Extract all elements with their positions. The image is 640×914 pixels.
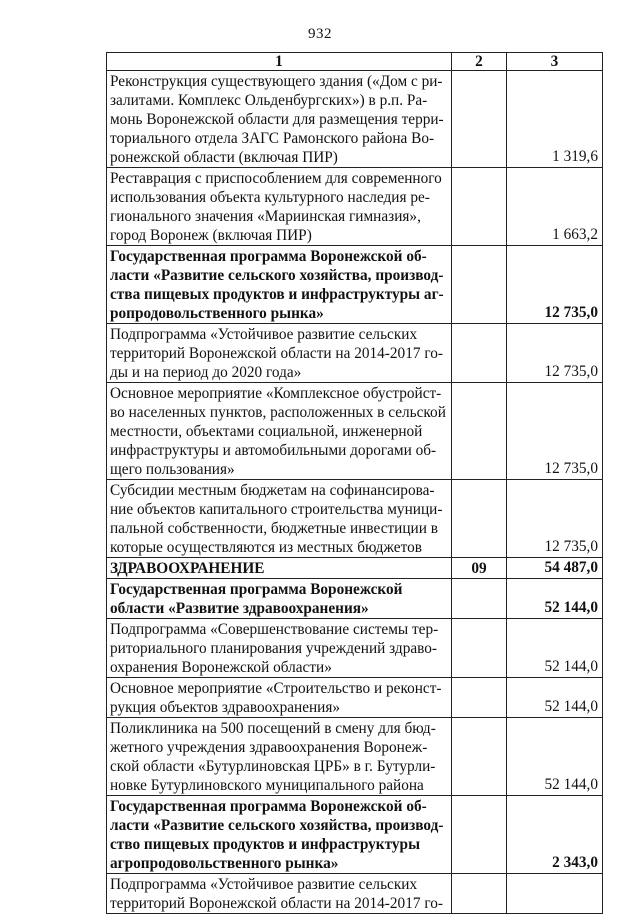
table-row: [107, 796, 603, 874]
table-row: [107, 383, 603, 480]
amount-cell: 12 735,0: [507, 324, 603, 383]
section-code-cell: 09: [452, 558, 507, 579]
budget-table: [106, 52, 603, 914]
table-row: [107, 718, 603, 796]
item-name-cell: ЗДРАВООХРАНЕНИЕ: [107, 558, 452, 579]
section-code-cell: [452, 619, 507, 678]
item-name-cell: Подпрограмма «Устойчивое развитие сельских территорий Воронежской области на 2014-2017 го- ды и на период до 2020 года»: [107, 324, 452, 383]
item-name-cell: Основное мероприятие «Строительство и реконст- рукция объектов здравоохранения»: [107, 678, 452, 718]
section-code-cell: [452, 678, 507, 718]
amount-cell: 52 144,0: [507, 579, 603, 619]
amount-cell: 52 144,0: [507, 619, 603, 678]
table-row: [107, 324, 603, 383]
item-name-cell: Государственная программа Воронежской об- ласти «Развитие сельского хозяйства, производ- ства пищевых продуктов и инфраструктуры аг- ропродовольственного рынка»: [107, 246, 452, 324]
amount-cell: 52 144,0: [507, 718, 603, 796]
section-code-cell: [452, 480, 507, 558]
table-row: [107, 558, 603, 579]
table-header-row: [107, 53, 603, 71]
table-row: [107, 619, 603, 678]
table-row: [107, 874, 603, 914]
amount-cell: 54 487,0: [507, 558, 603, 579]
page-number: 932: [308, 26, 332, 42]
section-code-cell: [452, 168, 507, 246]
section-code-cell: [452, 71, 507, 168]
item-name-cell: Подпрограмма «Совершенствование системы тер- риториального планирования учреждений здраво- охранения Воронежской области»: [107, 619, 452, 678]
item-name-cell: Субсидии местным бюджетам на софинансирова- ние объектов капитального строительства муници- пальной собственности, бюджетные инвестиции в которые осуществляются из местных бюджетов: [107, 480, 452, 558]
section-code-cell: [452, 579, 507, 619]
section-code-cell: [452, 324, 507, 383]
amount-cell: 1 663,2: [507, 168, 603, 246]
section-code-cell: [452, 718, 507, 796]
item-name-cell: Государственная программа Воронежской об- ласти «Развитие сельского хозяйства, производ- ство пищевых продуктов и инфраструктуры агропродовольственного рынка»: [107, 796, 452, 874]
table-row: [107, 168, 603, 246]
table-row: [107, 246, 603, 324]
item-name-cell: Государственная программа Воронежской области «Развитие здравоохранения»: [107, 579, 452, 619]
table-row: [107, 678, 603, 718]
amount-cell: 52 144,0: [507, 678, 603, 718]
section-code-cell: [452, 246, 507, 324]
amount-cell: 12 735,0: [507, 383, 603, 480]
item-name-cell: Реконструкция существующего здания («Дом с ри- залитами. Комплекс Ольденбургских») в р.п. Ра- монь Воронежской области для размещения терри- ториального отдела ЗАГС Рамонского района Во- ронежской области (включая ПИР): [107, 71, 452, 168]
column-header-3: 3: [507, 53, 603, 71]
amount-cell: 12 735,0: [507, 480, 603, 558]
section-code-cell: [452, 874, 507, 914]
item-name-cell: Поликлиника на 500 посещений в смену для бюд- жетного учреждения здравоохранения Воронеж- ской области «Бутурлиновская ЦРБ» в г. Бутурли- новке Бутурлиновского муниципального района: [107, 718, 452, 796]
table-row: [107, 579, 603, 619]
table-row: [107, 480, 603, 558]
amount-cell: [507, 874, 603, 914]
section-code-cell: [452, 383, 507, 480]
item-name-cell: Подпрограмма «Устойчивое развитие сельских территорий Воронежской области на 2014-2017 го-: [107, 874, 452, 914]
item-name-cell: Реставрация с приспособлением для современного использования объекта культурного наследия ре- гионального значения «Мариинская гимназия», город Воронеж (включая ПИР): [107, 168, 452, 246]
table-row: [107, 71, 603, 168]
amount-cell: 2 343,0: [507, 796, 603, 874]
column-header-2: 2: [452, 53, 507, 71]
section-code-cell: [452, 796, 507, 874]
amount-cell: 12 735,0: [507, 246, 603, 324]
item-name-cell: Основное мероприятие «Комплексное обустройст- во населенных пунктов, расположенных в сельской местности, объектами социальной, инженерной инфраструктуры и автомобильными дорогами об- щего пользования»: [107, 383, 452, 480]
amount-cell: 1 319,6: [507, 71, 603, 168]
column-header-1: 1: [107, 53, 452, 71]
